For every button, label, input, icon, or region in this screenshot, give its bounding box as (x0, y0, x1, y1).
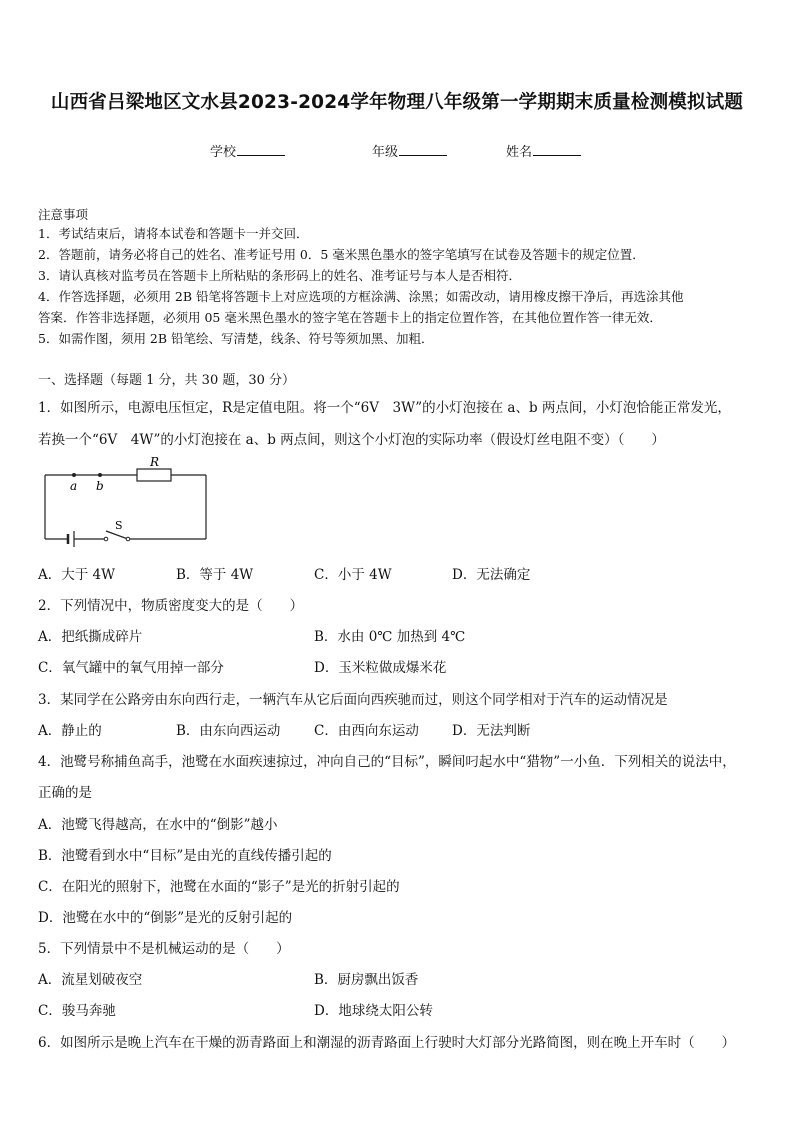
switch-label: S (115, 519, 123, 532)
q2-option-c[interactable]: C．氧气罐中的氧气用掉一部分 (38, 660, 224, 676)
q5-stem: 5．下列情景中不是机械运动的是（ ） (38, 941, 290, 957)
q4-option-a[interactable]: A．池鹭飞得越高，在水中的“倒影”越小 (38, 817, 278, 833)
notice-item: 1．考试结束后，请将本试卷和答题卡一并交回． (38, 226, 309, 241)
q4-option-b[interactable]: B．池鹭看到水中“目标”是由光的直线传播引起的 (38, 848, 332, 864)
q3-option-b[interactable]: B．由东向西运动 (176, 723, 281, 739)
school-label: 学校 (210, 145, 237, 160)
q2-option-a[interactable]: A．把纸撕成碎片 (38, 629, 143, 645)
terminal-a (72, 473, 76, 477)
q1-stem-line2: 若换一个“6V 4W”的小灯泡接在 a、b 两点间，则这个小灯泡的实际功率（假设灯丝电阻不变）（ ） (38, 432, 665, 448)
point-b-label: b (96, 479, 104, 493)
q5-option-a[interactable]: A．流星划破夜空 (38, 972, 143, 988)
q1-option-c[interactable]: C．小于 4W (314, 567, 392, 583)
q3-stem: 3．某同学在公路旁由东向西行走，一辆汽车从它后面向西疾驰而过，则这个同学相对于汽车的运动情况是 (38, 692, 668, 708)
school-field[interactable] (210, 141, 285, 160)
grade-field[interactable] (372, 141, 447, 160)
q2-option-b[interactable]: B．水由 0℃ 加热到 4℃ (314, 629, 466, 645)
grade-label: 年级 (372, 145, 399, 160)
q4-option-c[interactable]: C．在阳光的照射下，池鹭在水面的“影子”是光的折射引起的 (38, 879, 400, 895)
terminal-b (98, 473, 102, 477)
school-blank[interactable] (237, 143, 285, 156)
notice-item: 3．请认真核对监考员在答题卡上所粘贴的条形码上的姓名、准考证号与本人是否相符． (38, 268, 521, 283)
q3-option-a[interactable]: A．静止的 (38, 723, 102, 739)
notice-item: 2．答题前，请务必将自己的姓名、准考证号用 0．5 毫米黑色墨水的签字笔填写在试卷及答题卡的规定位置． (38, 247, 645, 262)
q4-option-d[interactable]: D．池鹭在水中的“倒影”是光的反射引起的 (38, 910, 293, 926)
grade-blank[interactable] (399, 143, 447, 156)
q1-option-a[interactable]: A．大于 4W (38, 567, 116, 583)
point-a-label: a (70, 479, 78, 493)
notice-item: 答案．作答非选择题，必须用 05 毫米黑色墨水的签字笔在答题卡上的指定位置作答，在其他位置作答一律无效． (38, 310, 662, 325)
q1-option-d[interactable]: D．无法确定 (452, 567, 531, 583)
notice-item: 4．作答选择题，必须用 2B 铅笔将答题卡上对应选项的方框涂满、涂黑；如需改动，请用橡皮擦干净后，再选涂其他 (38, 289, 684, 304)
q6-stem: 6．如图所示是晚上汽车在干燥的沥青路面上和潮湿的沥青路面上行驶时大灯部分光路简图，则在晚上开车时（ ） (38, 1035, 736, 1051)
name-label: 姓名 (506, 145, 533, 160)
q5-option-d[interactable]: D．地球绕太阳公转 (314, 1003, 433, 1019)
name-blank[interactable] (533, 143, 581, 156)
q1-option-b[interactable]: B．等于 4W (176, 567, 254, 583)
section-heading: 一、选择题（每题 1 分，共 30 题，30 分） (38, 373, 296, 388)
notice-heading: 注意事项 (38, 207, 89, 222)
q2-option-d[interactable]: D．玉米粒做成爆米花 (314, 660, 447, 676)
q4-stem-line1: 4．池鹭号称捕鱼高手，池鹭在水面疾速掠过，冲向自己的“目标”，瞬间叼起水中“猎物”一小鱼．下列相关的说法中， (38, 754, 736, 770)
q3-option-d[interactable]: D．无法判断 (452, 723, 531, 739)
q2-stem: 2．下列情况中，物质密度变大的是（ ） (38, 598, 304, 614)
switch-pivot (104, 537, 108, 541)
name-field[interactable] (506, 141, 581, 160)
switch-contact (126, 537, 130, 541)
q4-stem-line2: 正确的是 (38, 785, 92, 801)
notice-item: 5．如需作图，须用 2B 铅笔绘、写清楚，线条、符号等须加黑、加粗． (38, 331, 434, 346)
q5-option-b[interactable]: B．厨房飘出饭香 (314, 972, 419, 988)
page-title: 山西省吕梁地区文水县2023-2024学年物理八年级第一学期期末质量检测模拟试题 (50, 92, 744, 113)
q3-option-c[interactable]: C．由西向东运动 (314, 723, 419, 739)
resistor-label: R (150, 455, 160, 469)
q5-option-c[interactable]: C．骏马奔驰 (38, 1003, 116, 1019)
circuit-diagram (38, 455, 218, 551)
q1-stem-line1: 1．如图所示，电源电压恒定，R是定值电阻。将一个“6V 3W”的小灯泡接在 a、b 两点间，小灯泡恰能正常发光， (38, 400, 731, 416)
